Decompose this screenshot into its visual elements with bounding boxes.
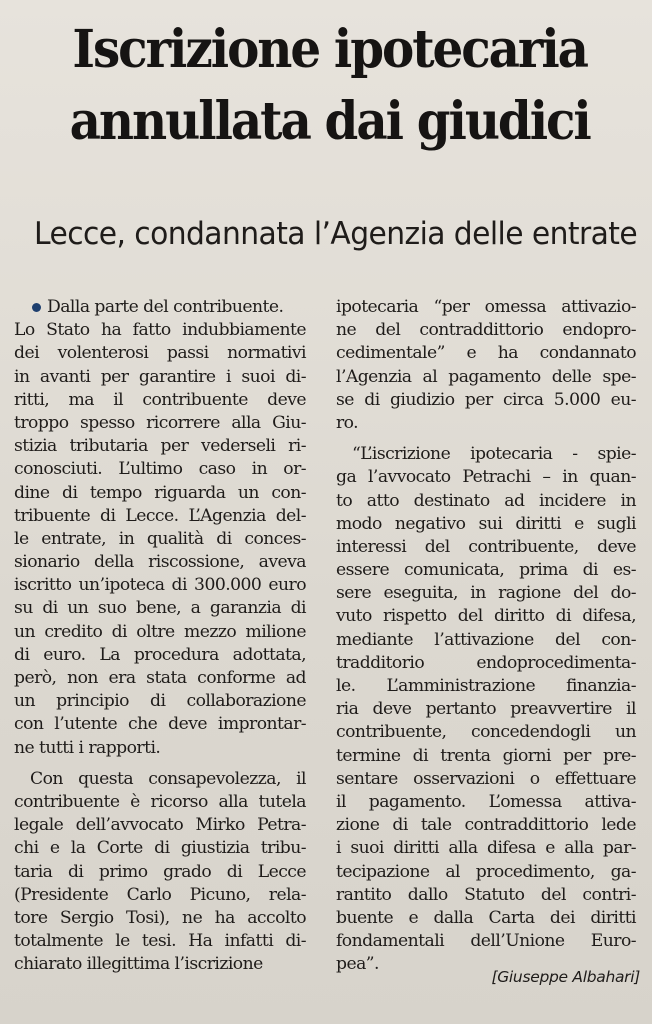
text-line: tecipazione al procedimento, ga- bbox=[336, 861, 636, 882]
text-line: chiarato illegittima l’iscrizione bbox=[14, 954, 263, 975]
text-line: le. L’amministrazione finanzia- bbox=[336, 676, 636, 696]
text-line: tradditorio endoprocedimenta- bbox=[336, 652, 636, 673]
text-line: (Presidente Carlo Picuno, rela- bbox=[14, 884, 306, 905]
text-line: sentare osservazioni o effettuare bbox=[336, 768, 636, 789]
text-line: l’Agenzia al pagamento delle spe- bbox=[336, 366, 636, 387]
text-line: interessi del contribuente, deve bbox=[336, 536, 636, 557]
text-line: se di giudizio per circa 5.000 eu- bbox=[336, 389, 636, 410]
headline-line: annullata dai giudici bbox=[69, 91, 590, 152]
lead-row bbox=[14, 296, 306, 319]
text-line: sere eseguita, in ragione del do- bbox=[336, 583, 636, 604]
text-line: buente e dalla Carta dei diritti bbox=[336, 907, 636, 928]
text-line: le entrate, in qualità di conces- bbox=[14, 528, 306, 549]
bullet-icon bbox=[32, 303, 41, 312]
text-line: tribuente di Lecce. L’Agenzia del- bbox=[14, 505, 306, 526]
text-line: un principio di collaborazione bbox=[14, 691, 306, 712]
text-line: iscritto un’ipoteca di 300.000 euro bbox=[14, 575, 306, 596]
text-line: con l’utente che deve improntar- bbox=[14, 714, 306, 735]
article-column-right bbox=[336, 296, 636, 976]
text-line: vuto rispetto del diritto di difesa, bbox=[336, 606, 636, 627]
text-line: però, non era stata conforme ad bbox=[14, 668, 306, 688]
text-line: un credito di oltre mezzo milione bbox=[14, 621, 306, 642]
paragraph-gap bbox=[14, 760, 306, 768]
text-line: di euro. La procedura adottata, bbox=[14, 644, 306, 665]
text-line: totalmente le tesi. Ha infatti di- bbox=[14, 931, 306, 952]
article-column-left bbox=[14, 296, 306, 976]
text-line: ro. bbox=[336, 412, 359, 433]
text-line: contribuente è ricorso alla tutela bbox=[14, 791, 306, 812]
text-line: sionario della riscossione, aveva bbox=[14, 552, 306, 573]
subheadline: Lecce, condannata l’Agenzia delle entrate bbox=[34, 216, 638, 252]
text-line: dei volenterosi passi normativi bbox=[14, 343, 306, 364]
text-line: tore Sergio Tosi), ne ha accolto bbox=[14, 907, 306, 928]
text-line: ne tutti i rapporti. bbox=[14, 737, 161, 758]
text-line: rantito dallo Statuto del contri- bbox=[336, 884, 636, 905]
paragraph-gap bbox=[336, 435, 636, 443]
text-line: “L’iscrizione ipotecaria - spie- bbox=[352, 444, 636, 465]
text-line: ria deve pertanto preavvertire il bbox=[336, 699, 636, 720]
text-line: ga l’avvocato Petrachi – in quan- bbox=[336, 467, 636, 488]
text-line: Lo Stato ha fatto indubbiamente bbox=[14, 320, 306, 341]
text-line: modo negativo sui diritti e sugli bbox=[336, 513, 636, 534]
text-line: to atto destinato ad incidere in bbox=[336, 490, 636, 511]
text-line: essere comunicata, prima di es- bbox=[336, 560, 636, 581]
text-line: in avanti per garantire i suoi di- bbox=[14, 366, 306, 387]
text-line: termine di trenta giorni per pre- bbox=[336, 745, 636, 766]
text-line: mediante l’attivazione del con- bbox=[336, 629, 636, 650]
text-line: dine di tempo riguarda un con- bbox=[14, 482, 306, 503]
headline bbox=[20, 14, 639, 158]
text-line: chi e la Corte di giustizia tribu- bbox=[14, 838, 306, 859]
text-line: stizia tributaria per vederseli ri- bbox=[14, 436, 306, 457]
text-line: pea”. bbox=[336, 954, 379, 975]
text-line: ne del contraddittorio endopro- bbox=[336, 320, 636, 341]
lead-text: Dalla parte del contribuente. bbox=[47, 297, 284, 317]
text-line: taria di primo grado di Lecce bbox=[14, 861, 306, 882]
text-line: i suoi diritti alla difesa e alla par- bbox=[336, 838, 636, 859]
text-line: conosciuti. L’ultimo caso in or- bbox=[14, 459, 306, 480]
text-line: zione di tale contraddittorio lede bbox=[336, 815, 636, 836]
text-line: fondamentali dell’Unione Euro- bbox=[336, 931, 636, 952]
text-line: su di un suo bene, a garanzia di bbox=[14, 598, 306, 619]
text-line: il pagamento. L’omessa attiva- bbox=[336, 791, 636, 812]
text-line: contribuente, concedendogli un bbox=[336, 722, 636, 743]
text-line: legale dell’avvocato Mirko Petra- bbox=[14, 815, 306, 836]
text-line: Con questa consapevolezza, il bbox=[30, 768, 306, 789]
text-line: troppo spesso ricorrere alla Giu- bbox=[14, 412, 306, 433]
headline-line: Iscrizione ipotecaria bbox=[72, 19, 587, 80]
byline-signature: [Giuseppe Albahari] bbox=[491, 968, 640, 986]
text-line: ipotecaria “per omessa attivazio- bbox=[336, 297, 636, 317]
text-line: ritti, ma il contribuente deve bbox=[14, 389, 306, 410]
text-line: cedimentale” e ha condannato bbox=[336, 343, 636, 364]
